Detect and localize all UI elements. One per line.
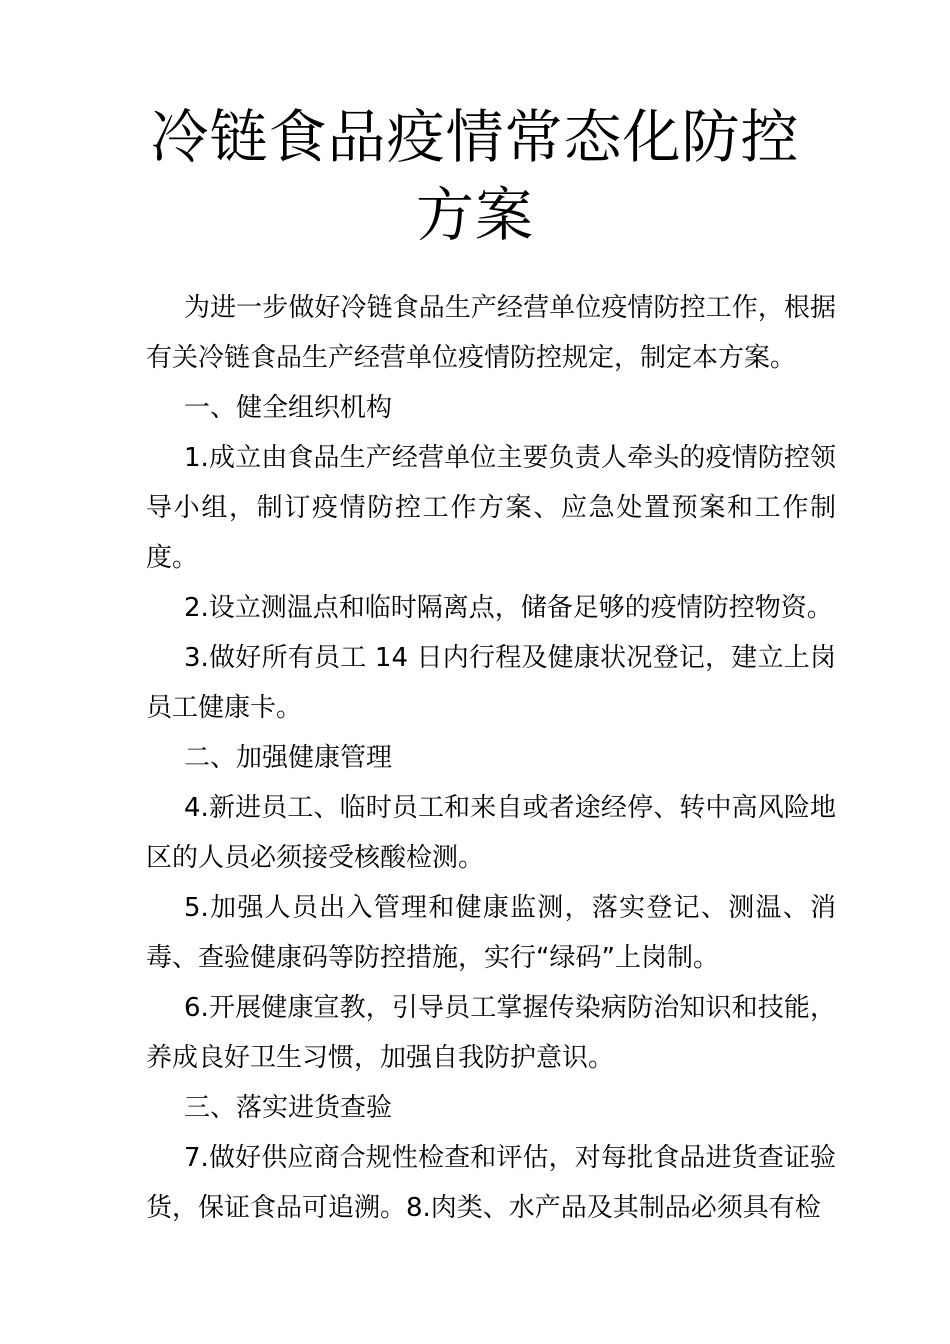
item-3: 3.做好所有员工 14 日内行程及健康状况登记，建立上岗员工健康卡。 <box>146 643 836 723</box>
item-6: 6.开展健康宣教，引导员工掌握传染病防治知识和技能，养成良好卫生习惯，加强自我防护意识。 <box>146 993 836 1073</box>
section-heading-2: 二、加强健康管理 <box>184 743 393 773</box>
item-1: 1.成立由食品生产经营单位主要负责人牵头的疫情防控领导小组，制订疫情防控工作方案、应急处置预案和工作制度。 <box>146 443 836 573</box>
intro-paragraph: 为进一步做好冷链食品生产经营单位疫情防控工作，根据有关冷链食品生产经营单位疫情防控规定，制定本方案。 <box>146 293 836 373</box>
document-title-line-1: 冷链食品疫情常态化防控 <box>150 103 800 171</box>
section-heading-3: 三、落实进货查验 <box>184 1093 393 1123</box>
document-body <box>146 283 836 1233</box>
item-5: 5.加强人员出入管理和健康监测，落实登记、测温、消毒、查验健康码等防控措施，实行“绿码”上岗制。 <box>146 893 836 973</box>
item-7-8: 7.做好供应商合规性检查和评估，对每批食品进货查证验货，保证食品可追溯。8.肉类、水产品及其制品必须具有检 <box>146 1143 836 1223</box>
section-heading-1: 一、健全组织机构 <box>184 393 393 423</box>
item-4: 4.新进员工、临时员工和来自或者途经停、转中高风险地区的人员必须接受核酸检测。 <box>146 793 836 873</box>
document-title-line-2: 方案 <box>415 181 534 249</box>
item-2: 2.设立测温点和临时隔离点，储备足够的疫情防控物资。 <box>184 593 833 623</box>
